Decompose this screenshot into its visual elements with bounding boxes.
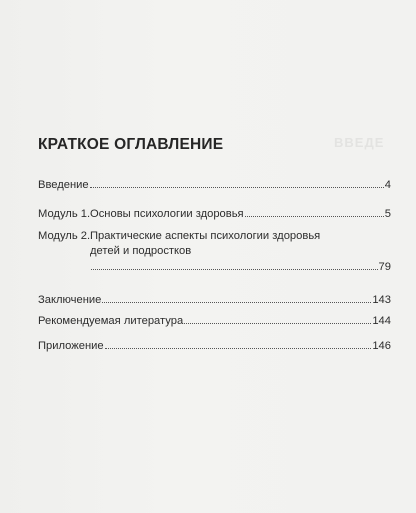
toc-entry-page: 143 — [372, 294, 391, 306]
toc-entry-page: 4 — [384, 179, 391, 191]
toc-entry-label-line-1: Практические аспекты психологии здоровья — [90, 230, 321, 242]
toc-entry-page: 79 — [378, 261, 391, 273]
toc-entry-label: Основы психологии здоровья — [90, 208, 244, 220]
toc-dot-leader — [184, 314, 371, 324]
toc-dot-leader — [105, 339, 372, 349]
page-title: КРАТКОЕ ОГЛАВЛЕНИЕ — [38, 136, 224, 153]
toc-entry-module-1 — [38, 207, 391, 221]
bleed-through-text: ВВЕДЕ — [334, 135, 385, 150]
toc-entry-conclusion — [38, 293, 391, 307]
toc-entry-label: Приложение — [38, 340, 104, 352]
toc-entry-label: Заключение — [38, 294, 102, 306]
toc-entry-module-number: Модуль 2. — [38, 230, 91, 242]
toc-entry-recommended-literature — [38, 314, 391, 328]
toc-entry-module-number: Модуль 1. — [38, 208, 91, 220]
toc-entry-page: 5 — [384, 208, 391, 220]
toc-entry-page: 146 — [372, 340, 391, 352]
toc-dot-leader — [245, 207, 384, 217]
toc-entry-page: 144 — [372, 315, 391, 327]
toc-entry-label-line-2: детей и подростков — [90, 245, 192, 257]
toc-dot-leader — [102, 293, 371, 303]
toc-entry-appendix — [38, 339, 391, 353]
toc-entry-label: Введение — [38, 179, 89, 191]
toc-entry-module-2 — [38, 229, 391, 274]
toc-dot-leader — [90, 178, 384, 188]
toc-dot-leader — [91, 260, 378, 270]
toc-entry-introduction — [38, 178, 391, 192]
toc-entry-label: Рекомендуемая литература — [38, 315, 184, 327]
